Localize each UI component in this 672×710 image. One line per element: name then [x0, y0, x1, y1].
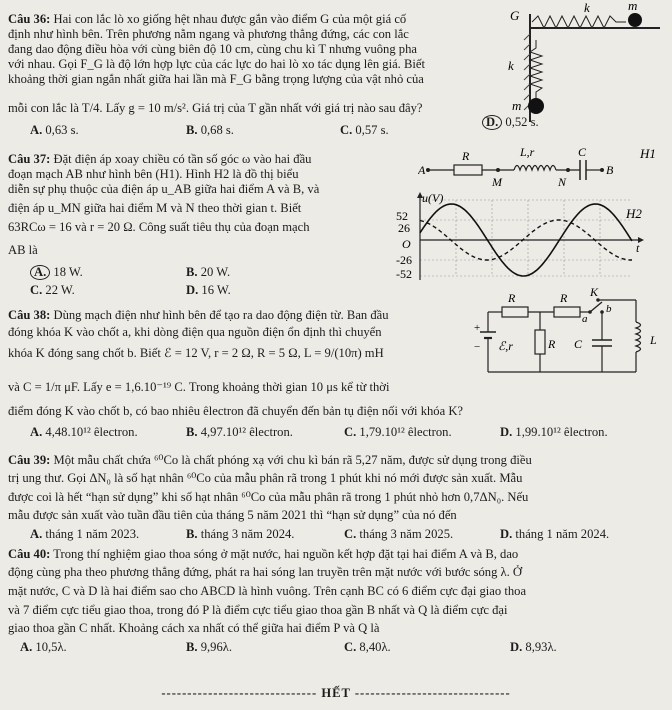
top-mass-ball [628, 13, 642, 27]
resistor-r-label: R [462, 149, 470, 163]
terminal-a-label: a [582, 313, 588, 325]
q38-option-a[interactable]: A. 4,48.10¹² êlectron. [30, 425, 138, 439]
q38-line-1: Câu 38: Dùng mạch điện như hình bên để tạo ra dao động điện từ. Ban đầu [8, 308, 389, 322]
q37-line-2: đoạn mạch AB như hình bên (H1). Hình H2 là đồ thị biểu [8, 167, 299, 181]
q39-line-4: mẫu được sản xuất vào tuần đầu tiên của tháng 5 năm 2021 thì “hạn sử dụng” của nó đến [8, 508, 457, 522]
q36-line-6: mỗi con lắc là T/4. Lấy g = 10 m/s². Giá trị của T gần nhất với giá trị nào sau đây? [8, 101, 423, 115]
q40-line-4: và 7 điểm cực tiểu giao thoa, trong đó P là điểm cực tiểu giao thoa gần B nhất và Q là điểm cực đại [8, 603, 508, 617]
q40-line-1: Câu 40: Trong thí nghiệm giao thoa sóng ở mặt nước, hai nguồn kết hợp đặt tại hai điểm A và B, dao [8, 547, 519, 561]
q40-line-2: động cùng pha theo phương thẳng đứng, phát ra hai sóng lan truyền trên mặt nước với bước sóng λ. Ở [8, 565, 523, 579]
graph-h2 [396, 192, 672, 284]
graph-y-label: u(V) [422, 192, 444, 205]
node-m-label: M [492, 175, 502, 189]
answer-circle-mark: D. [482, 115, 502, 130]
inductor-l-label: L [650, 333, 657, 347]
inductor-lr [514, 166, 556, 171]
end-rule-right: ------------------------------ [354, 686, 511, 700]
q37-line-6: AB là [8, 243, 38, 257]
q36-line-1: Câu 36: Hai con lắc lò xo giống hệt nhau được gắn vào điểm G của một giá cố [8, 12, 407, 26]
q37-line-5: 63RCω = 16 và r = 20 Ω. Công suất tiêu thụ của đoạn mạch [8, 220, 310, 234]
q38-line-5: điểm đóng K vào chốt b, có bao nhiêu êlectron đã chuyển đến bản tụ điện nối với khóa K? [8, 404, 464, 418]
tick-minus-52: -52 [396, 267, 412, 281]
q39-option-c[interactable]: C. tháng 3 năm 2025. [344, 527, 454, 541]
q38-option-d[interactable]: D. 1,99.10¹² êlectron. [500, 425, 608, 439]
tick-52: 52 [396, 209, 408, 223]
graph-t-label: t [636, 241, 640, 255]
q36-option-c[interactable]: C. 0,57 s. [340, 123, 389, 137]
end-marker [0, 686, 672, 701]
q36-line-3: đang dao động điều hòa với cùng biên độ 10 cm, cùng chu kì T nhưng vuông pha [8, 42, 417, 56]
q36-line-4: với nhau. Gọi F_G là độ lớn hợp lực của các lực do hai lò xo tác dụng lên giá. Biết [8, 57, 425, 71]
figure-label-h2: H2 [626, 206, 642, 221]
spring-pendulum-figure [500, 0, 672, 122]
node-b-label: B [606, 163, 614, 177]
circuit-h1 [418, 140, 672, 192]
tick-origin: O [402, 237, 411, 251]
figure-label-m-side: m [512, 98, 522, 113]
q38-line-2: đóng khóa K vào chốt a, khi dòng điện qua nguồn điện ổn định thì chuyển [8, 325, 382, 339]
resistor-r3-label: R [548, 337, 556, 351]
q37-line-4: điện áp u_MN giữa hai điểm M và N theo thời gian t. Biết [8, 201, 302, 215]
resistor-r [454, 165, 482, 175]
q40-option-c[interactable]: C. 8,40λ. [344, 640, 391, 654]
tick-26: 26 [398, 221, 410, 235]
resistor-r3 [535, 330, 545, 354]
terminal-b-label: b [606, 303, 612, 315]
q38-line-4: và C = 1/π μF. Lấy e = 1,6.10⁻¹⁹ C. Trong khoảng thời gian 10 μs kể từ thời [8, 380, 390, 394]
resistor-r1-label: R [508, 291, 516, 305]
q36-option-b[interactable]: B. 0,68 s. [186, 123, 234, 137]
q40-line-3: mặt nước, C và D là hai điểm sao cho ABCD là hình vuông. Trên cạnh BC có 6 điểm cực đại giao thoa [8, 584, 527, 598]
q39-options [0, 527, 672, 543]
q38-options [0, 425, 672, 441]
q36-option-d[interactable]: D. 0,52 s. [482, 115, 539, 130]
q37-line-3: diễn sự phụ thuộc của điện áp u_AB giữa hai điểm A và B, và [8, 182, 320, 196]
q38-option-c[interactable]: C. 1,79.10¹² êlectron. [344, 425, 452, 439]
resistor-r1 [502, 307, 528, 317]
q37-option-c[interactable]: C. 22 W. [30, 283, 75, 297]
q39-line-1: Câu 39: Một mẫu chất chứa ⁶⁰Co là chất phóng xạ với chu kì bán rã 5,27 năm, được sử dụng trong điều [8, 453, 532, 467]
q40-option-a[interactable]: A. 10,5λ. [20, 640, 67, 654]
q36-option-a[interactable]: A. 0,63 s. [30, 123, 79, 137]
q37-option-a[interactable]: A. 18 W. [30, 265, 83, 280]
end-rule-left: ------------------------------ [161, 686, 318, 700]
node-a-label: A [418, 163, 426, 177]
q40-option-b[interactable]: B. 9,96λ. [186, 640, 233, 654]
q36-line-2: định như hình bên. Trên phương nằm ngang và phương thẳng đứng, các con lắc [8, 27, 409, 41]
inductor-lr-label: L,r [520, 145, 535, 159]
answer-circle-mark: A. [30, 265, 50, 280]
q39-line-2: trị ung thư. Gọi ΔN₀ là số hạt nhân ⁶⁰Co của mẫu phân rã trong 1 phút khi nó mới được sản xuất. Mẫu [8, 471, 523, 485]
q40-line-5: giao thoa gần C nhất. Khoảng cách xa nhất có thể giữa hai điểm P và Q là [8, 621, 380, 635]
q39-option-d[interactable]: D. tháng 1 năm 2024. [500, 527, 610, 541]
figure-label-g: G [510, 8, 520, 23]
q37-option-b[interactable]: B. 20 W. [186, 265, 231, 279]
q40-option-d[interactable]: D. 8,93λ. [510, 640, 557, 654]
source-minus-label: − [474, 341, 481, 353]
q39-option-a[interactable]: A. tháng 1 năm 2023. [30, 527, 140, 541]
tick-minus-26: -26 [396, 253, 412, 267]
q40-options [0, 640, 672, 656]
capacitor-c-label: C [578, 145, 587, 159]
switch-k-label: K [590, 288, 599, 299]
q38-option-b[interactable]: B. 4,97.10¹² êlectron. [186, 425, 293, 439]
q36-options [0, 115, 672, 139]
q37-line-1: Câu 37: Đặt điện áp xoay chiều có tần số góc ω vào hai đầu [8, 152, 312, 166]
capacitor-c-label: C [574, 337, 583, 351]
q37-option-d[interactable]: D. 16 W. [186, 283, 231, 297]
figure-label-k-top: k [584, 0, 590, 15]
source-plus-label: + [474, 322, 481, 334]
resistor-r2-label: R [560, 291, 568, 305]
q39-line-3: được coi là hết “hạn sử dụng” khi số hạt nhân ⁶⁰Co của mẫu phân rã trong 1 phút nhỏ hơn 0,7ΔN₀. Nếu [8, 490, 529, 504]
resistor-r2 [554, 307, 580, 317]
source-label: ℰ,r [498, 339, 513, 353]
node-n-label: N [558, 175, 567, 189]
inductor-l [636, 322, 641, 352]
q38-line-3: khóa K đóng sang chốt b. Biết ℰ = 12 V, r = 2 Ω, R = 5 Ω, L = 9/(10π) mH [8, 346, 384, 360]
q39-option-b[interactable]: B. tháng 3 năm 2024. [186, 527, 295, 541]
bottom-mass-ball [528, 98, 544, 114]
end-label: HẾT [321, 686, 351, 700]
figure-label-h1: H1 [640, 146, 656, 161]
figure-label-m-top: m [628, 0, 638, 13]
circuit-q38 [474, 288, 672, 378]
figure-label-k-side: k [508, 58, 514, 73]
q36-line-5: khoảng thời gian ngắn nhất giữa hai lần mà F_G bằng trọng lượng của vật nhỏ của [8, 72, 424, 86]
switch-k [590, 302, 602, 312]
